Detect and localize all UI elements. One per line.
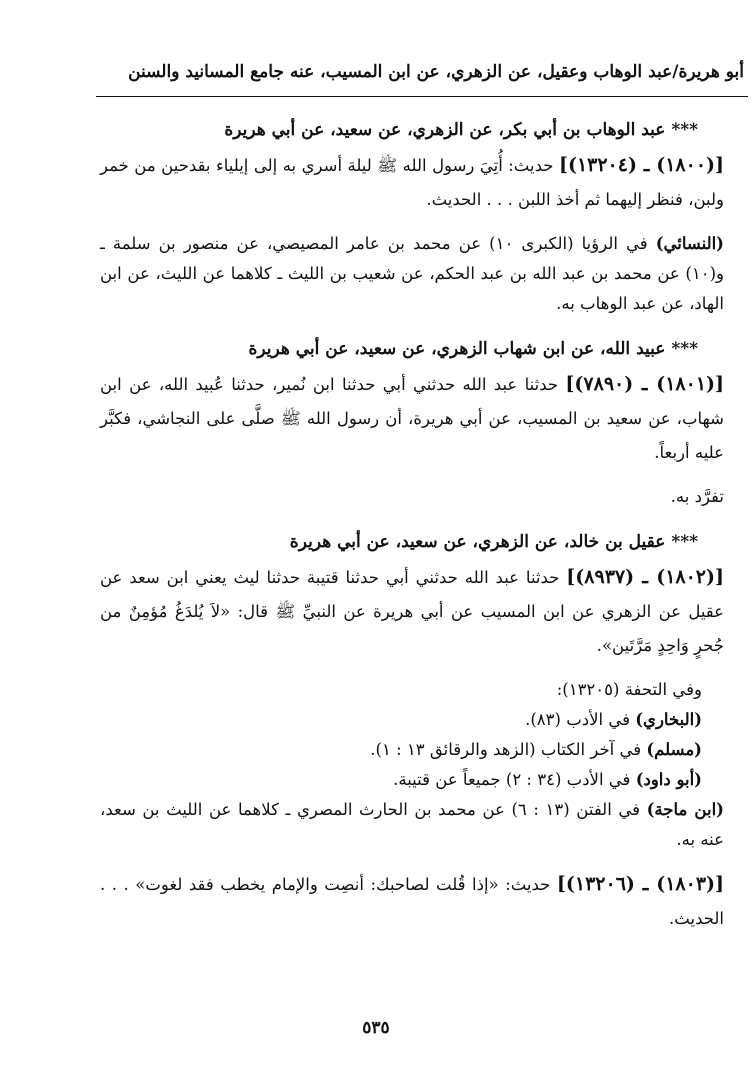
source-text: في الرؤيا (الكبرى ١٠) عن محمد بن عامر المصيصي، عن منصور بن سلمة ـ و(١٠) عن محمد بن عبد الله بن عبد الحكم، عن شعيب بن الليث ـ كلاهما عن الليث، عن ابن الهاد، عن عبد الوهاب به. <box>100 234 724 313</box>
hadith-1801 <box>100 367 724 470</box>
section-heading-ubaydullah: *** عبيد الله، عن ابن شهاب الزهري، عن سعيد، عن أبي هريرة <box>248 339 698 359</box>
hadith-text: حدثنا عبد الله حدثني أبي حدثنا ابن نُمير، حدثنا عُبيد الله، عن ابن شهاب، عن سعيد بن المسيب، عن أبي هريرة، أن رسول الله ﷺ صلَّى على النجاشي، فكبَّر عليه أربعاً. <box>100 375 724 462</box>
source-name: (مسلم) <box>646 740 702 759</box>
hadith-number: [(١٨٠٢) ـ (٨٩٣٧)] <box>566 566 724 588</box>
section-heading-abdulwahhab: *** عبد الوهاب بن أبي بكر، عن الزهري، عن سعيد، عن أبي هريرة <box>224 120 698 140</box>
source-text: في آخر الكتاب (الزهد والرقائق ١٣ : ١). <box>370 740 642 759</box>
source-name: (البخاري) <box>635 710 702 729</box>
header-rule <box>96 96 748 97</box>
source-name: (ابن ماجة) <box>646 800 724 819</box>
hadith-1803 <box>100 867 724 936</box>
hadith-number: [(١٨٠١) ـ (٧٨٩٠)] <box>565 373 725 395</box>
hadith-text: حديث: أُتِيَ رسول الله ﷺ ليلة أسري به إلى إيلياء بقدحين من خمر ولبن، فنظر إليهما ثم أخذ اللبن . . . الحديث. <box>100 156 724 209</box>
hadith-1802 <box>100 560 724 663</box>
running-header: أبو هريرة/عبد الوهاب وعقيل، عن الزهري، عن ابن المسيب، عنه جامع المسانيد والسنن <box>128 62 744 82</box>
source-name: (النسائي) <box>655 234 724 253</box>
page-number: ٥٣٥ <box>362 1018 390 1038</box>
page-content <box>100 114 724 936</box>
source-nasai <box>100 229 724 319</box>
hadith-text: حديث: «إذا قُلت لصاحبك: أنصِت والإمام يخطب فقد لغوت» . . . الحديث. <box>100 875 724 928</box>
source-bukhari <box>100 705 724 735</box>
hadith-number: [(١٨٠٠) ـ (١٣٢٠٤)] <box>558 154 725 176</box>
source-ibnmajah <box>100 795 724 855</box>
source-abudawud <box>100 765 724 795</box>
hadith-number: [(١٨٠٣) ـ (١٣٢٠٦)] <box>556 873 725 895</box>
hadith-text: حدثنا عبد الله حدثني أبي حدثنا قتيبة حدثنا ليث يعني ابن سعد عن عقيل عن الزهري عن ابن المسيب عن أبي هريرة عن النبيِّ ﷺ قال: «لاَ يُلدَغُ مُؤمِنٌ من جُحرٍ وَاحِدٍ مَرَّتَين». <box>100 568 724 655</box>
source-text: في الأدب (٣٤ : ٢) جميعاً عن قتيبة. <box>393 770 631 789</box>
section-heading-uqayl: *** عقيل بن خالد، عن الزهري، عن سعيد، عن أبي هريرة <box>289 532 698 552</box>
source-text: في الفتن (١٣ : ٦) عن محمد بن الحارث المصري ـ كلاهما عن الليث بن سعد، عنه به. <box>100 800 724 849</box>
source-text: في الأدب (٨٣). <box>525 710 630 729</box>
source-muslim <box>100 735 724 765</box>
hadith-1800 <box>100 148 724 217</box>
tuhfa-reference: وفي التحفة (١٣٢٠٥): <box>556 680 702 699</box>
source-name: (أبو داود) <box>635 770 702 789</box>
note-tafarrud: تفرَّد به. <box>670 487 724 506</box>
